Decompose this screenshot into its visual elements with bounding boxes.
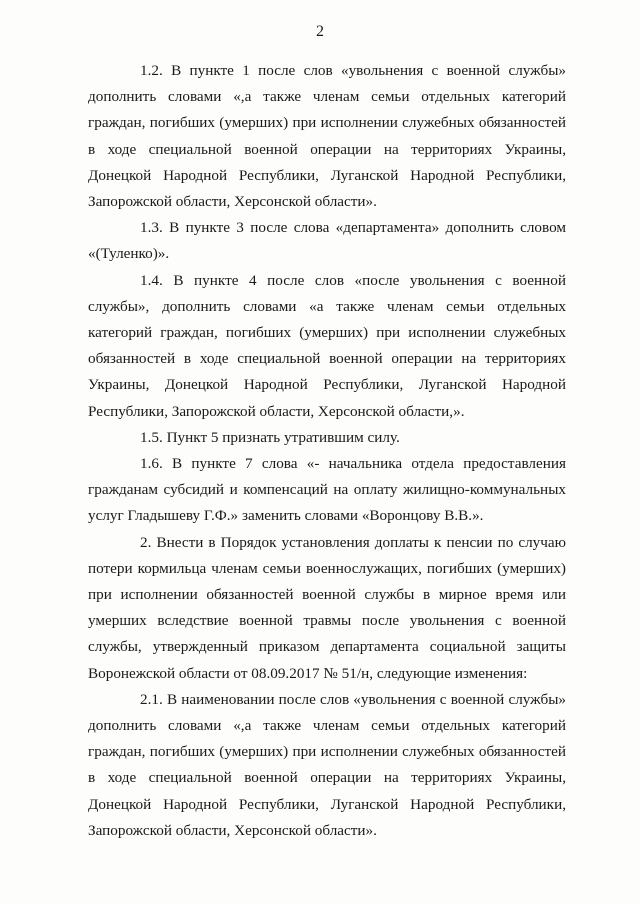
paragraph-1-5: 1.5. Пункт 5 признать утратившим силу. bbox=[140, 428, 400, 446]
page-number: 2 bbox=[316, 23, 324, 40]
paragraph-1-3: 1.3. В пункте 3 после слова «департамента» дополнить словом «(Туленко)». bbox=[88, 219, 566, 263]
paragraph-1-4: 1.4. В пункте 4 после слов «после увольнения с военной службы», дополнить словами «а также членам семьи отдельных категорий граждан, погибших (умерших) при исполнении служебных обязанностей в ходе специальной военной операции на территориях Украины, Донецкой Народной Республики, Луганской Народной Республики, Запорожской области, Херсонской области,». bbox=[88, 271, 566, 420]
paragraph-1-6: 1.6. В пункте 7 слова «- начальника отдела предоставления гражданам субсидий и компенсаций на оплату жилищно-коммунальных услуг Гладышеву Г.Ф.» заменить словами «Воронцову В.В.». bbox=[88, 455, 566, 525]
document-body bbox=[88, 58, 566, 844]
paragraph-1-2: 1.2. В пункте 1 после слов «увольнения с военной службы» дополнить словами «,а также членам семьи отдельных категорий граждан, погибших (умерших) при исполнении служебных обязанностей в ходе специальной военной операции на территориях Украины, Донецкой Народной Республики, Луганской Народной Республики, Запорожской области, Херсонской области». bbox=[88, 62, 566, 211]
paragraph-2: 2. Внести в Порядок установления доплаты к пенсии по случаю потери кормильца членам семьи военнослужащих, погибших (умерших) при исполнении обязанностей военной службы в мирное время или умерших вследствие военной травмы после увольнения с военной службы, утвержденный приказом департамента социальной защиты Воронежской области от 08.09.2017 № 51/н, следующие изменения: bbox=[88, 533, 566, 682]
paragraph-2-1: 2.1. В наименовании после слов «увольнения с военной службы» дополнить словами «,а также членам семьи отдельных категорий граждан, погибших (умерших) при исполнении служебных обязанностей в ходе специальной военной операции на территориях Украины, Донецкой Народной Республики, Луганской Народной Республики, Запорожской области, Херсонской области». bbox=[88, 690, 566, 839]
